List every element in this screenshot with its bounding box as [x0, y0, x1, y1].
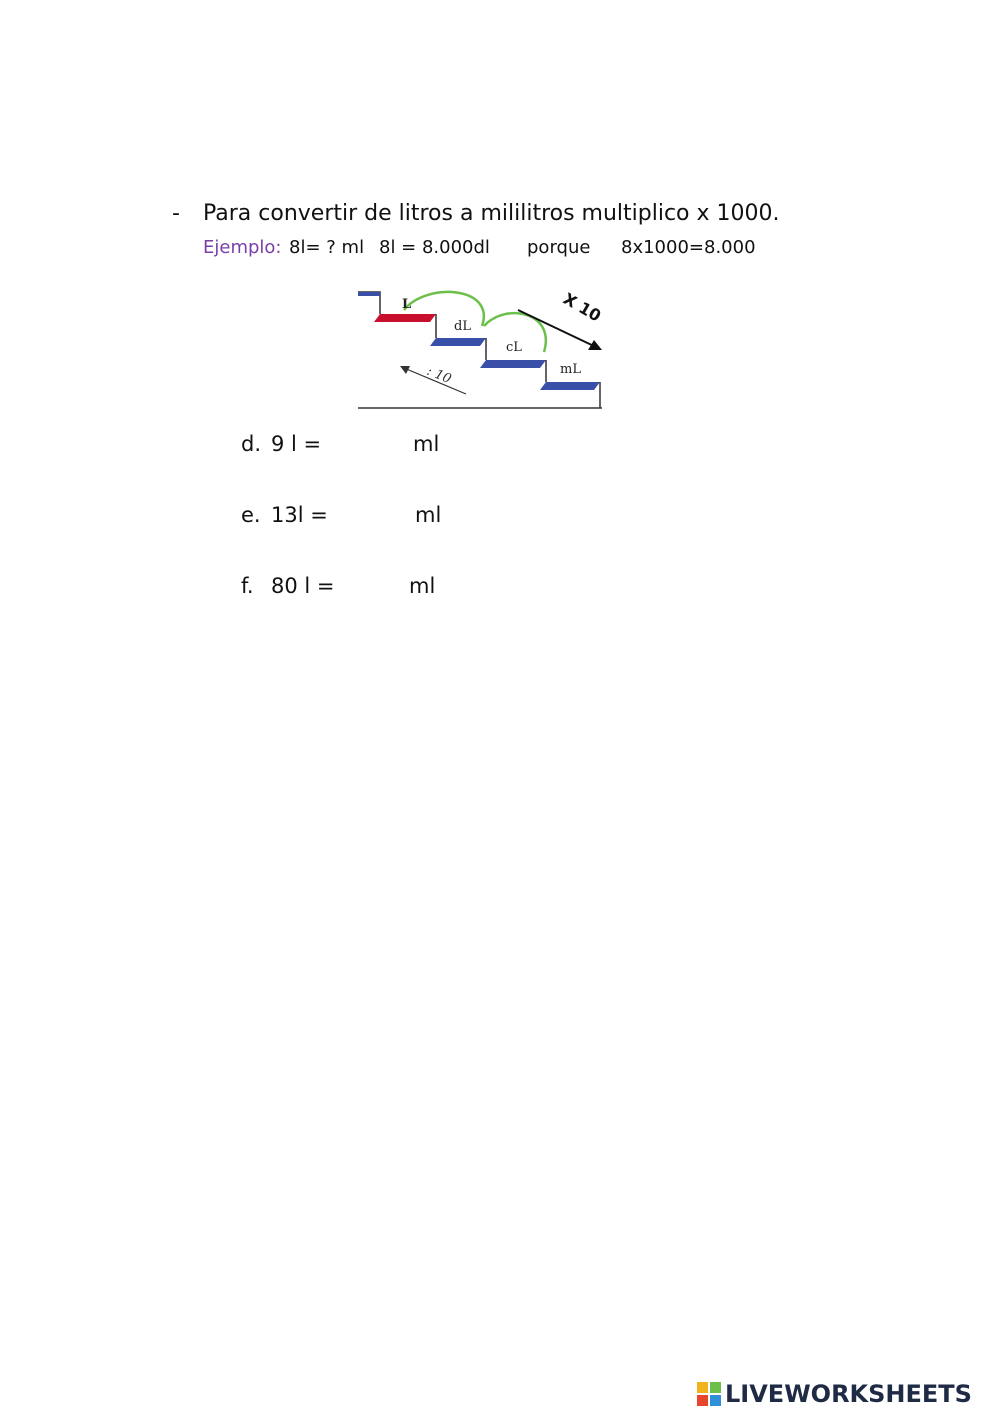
exercise-unit: ml	[413, 432, 440, 456]
unit-cl-label: cL	[506, 340, 522, 355]
unit-ml-label: mL	[560, 362, 581, 377]
exercise-unit: ml	[409, 574, 436, 598]
exercise-letter: d.	[241, 432, 262, 456]
example-equation: 8l = 8.000dl	[379, 237, 490, 258]
example-calculation: 8x1000=8.000	[621, 237, 756, 258]
example-question: 8l= ? ml	[289, 237, 365, 258]
instruction-text: Para convertir de litros a mililitros multiplico x 1000.	[203, 201, 780, 226]
exercise-prompt: 13l =	[271, 503, 328, 527]
logo-text: LIVEWORKSHEETS	[725, 1380, 972, 1408]
example-label: Ejemplo:	[203, 237, 282, 258]
step-l-top	[374, 314, 436, 322]
answer-input-e[interactable]	[333, 501, 417, 529]
exercise-prompt: 80 l =	[271, 574, 335, 598]
step-ml-top	[540, 382, 600, 390]
unit-dl-label: dL	[454, 319, 471, 334]
staircase-diagram	[356, 286, 618, 412]
answer-input-d[interactable]	[329, 430, 413, 458]
exercise-letter: f.	[241, 574, 254, 598]
exercise-letter: e.	[241, 503, 261, 527]
multiply-label: X 10	[560, 289, 605, 326]
logo-grid-icon	[697, 1382, 721, 1406]
step-dl-top	[430, 338, 486, 346]
divide-label: : 10	[424, 363, 454, 388]
exercise-prompt: 9 l =	[271, 432, 322, 456]
example-because: porque	[527, 237, 591, 258]
bullet-dash: -	[172, 201, 180, 226]
liveworksheets-logo	[697, 1378, 997, 1410]
exercise-unit: ml	[415, 503, 442, 527]
unit-l-label: L	[402, 297, 412, 312]
step-stub-top	[358, 292, 380, 296]
step-cl-top	[480, 360, 546, 368]
